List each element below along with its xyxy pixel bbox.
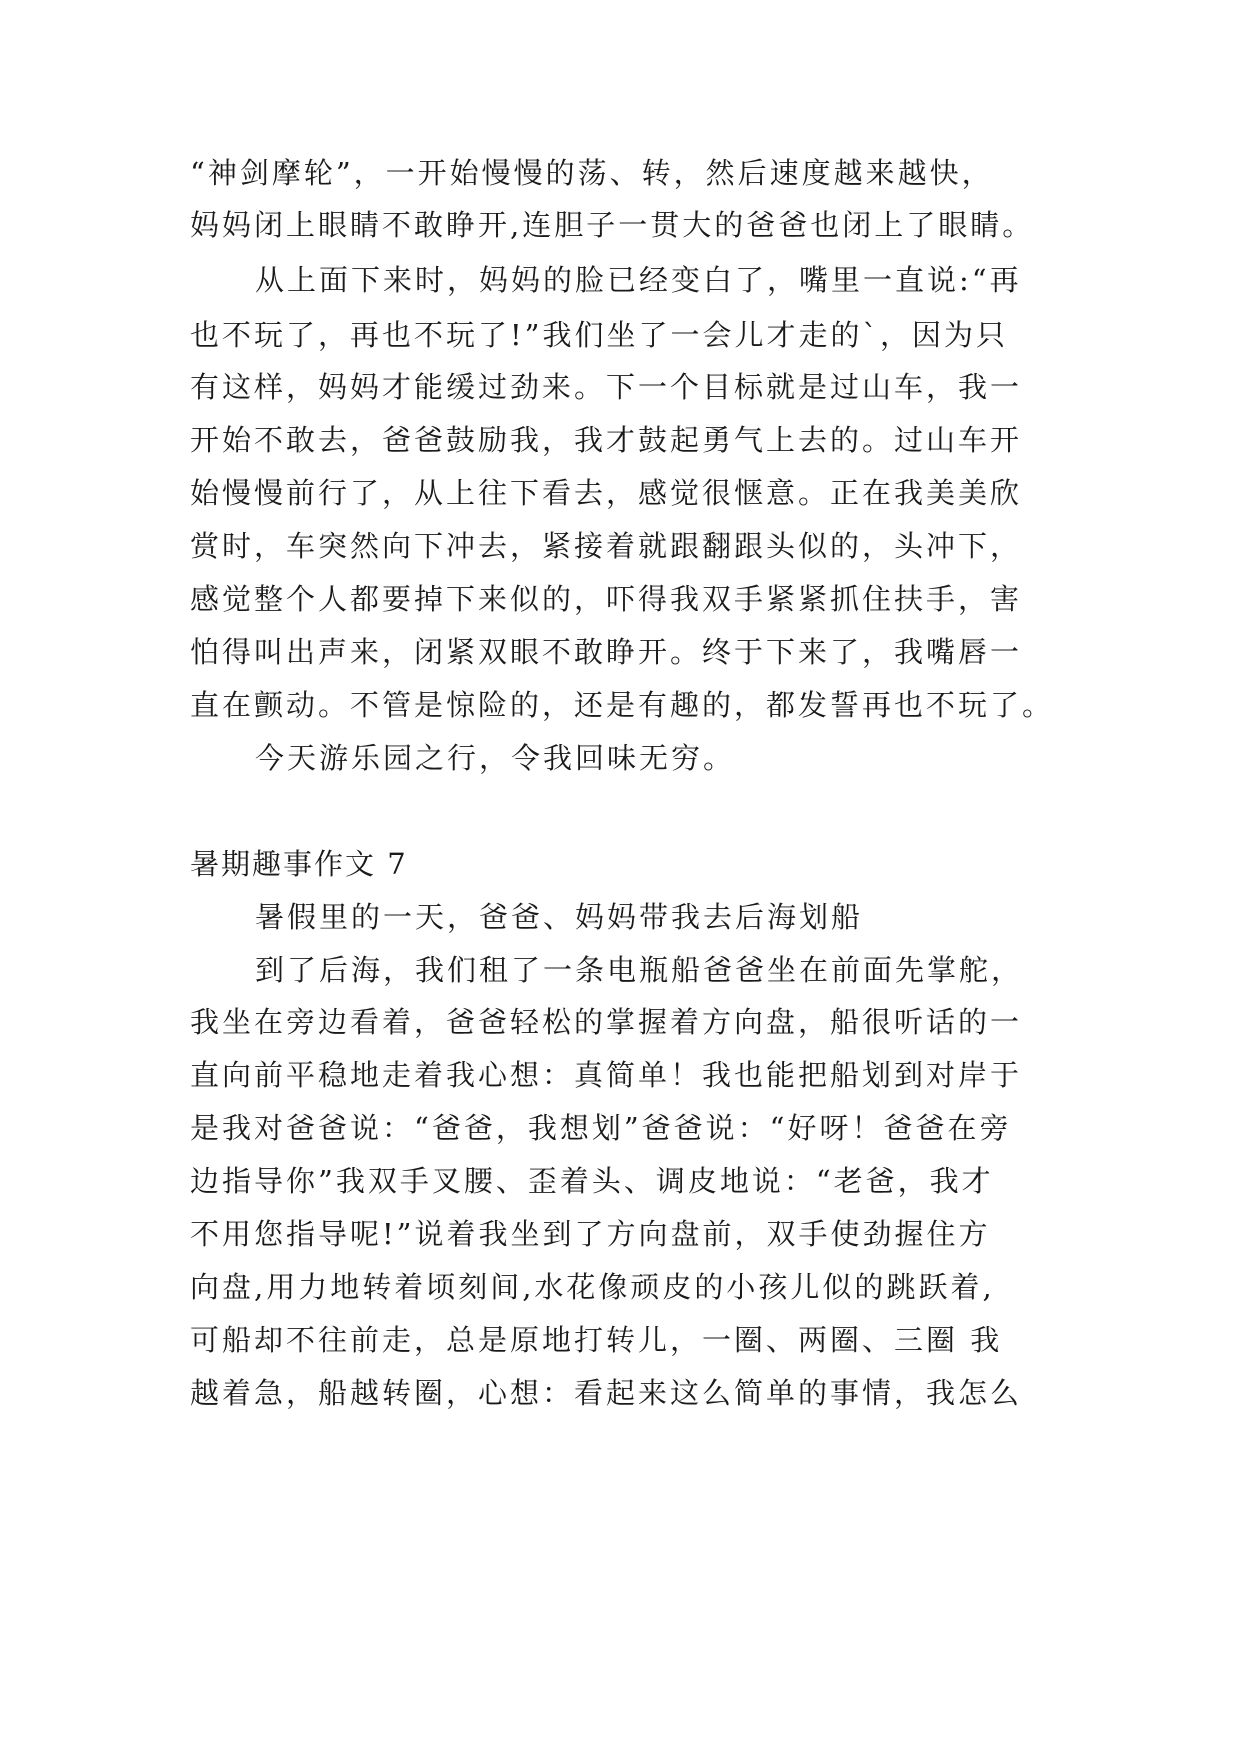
paragraph-line: 越着急，船越转圈，心想：看起来这么简单的事情，我怎么 [190, 1376, 1023, 1410]
paragraph-line: 开始不敢去，爸爸鼓励我，我才鼓起勇气上去的。过山车开 [190, 423, 1023, 457]
paragraph-line: 始慢慢前行了，从上往下看去，感觉很惬意。正在我美美欣 [190, 476, 1023, 510]
section-heading: 暑期趣事作文 7 [190, 847, 408, 881]
paragraph-line: 直向前平稳地走着我心想：真简单！我也能把船划到对岸于 [190, 1058, 1023, 1092]
paragraph-line: 赏时，车突然向下冲去，紧接着就跟翻跟头似的，头冲下， [190, 529, 1023, 563]
paragraph-line: “神剑摩轮”，一开始慢慢的荡、转，然后速度越来越快， [190, 156, 994, 190]
paragraph-line: 到了后海，我们租了一条电瓶船爸爸坐在前面先掌舵， [255, 953, 1024, 987]
paragraph-line: 今天游乐园之行，令我回味无穷。 [255, 741, 736, 775]
paragraph-line: 不用您指导呢!”说着我坐到了方向盘前，双手使劲握住方 [190, 1217, 991, 1251]
paragraph-line: 是我对爸爸说：“爸爸，我想划”爸爸说：“好呀！爸爸在旁 [190, 1111, 1012, 1145]
paragraph-line: 直在颤动。不管是惊险的，还是有趣的，都发誓再也不玩了。 [190, 688, 1055, 722]
paragraph-line: 也不玩了，再也不玩了!”我们坐了一会儿才走的`，因为只 [190, 318, 1008, 352]
paragraph-line: 可船却不往前走，总是原地打转儿，一圈、两圈、三圈 我 [190, 1323, 1003, 1357]
paragraph-line: 我坐在旁边看着，爸爸轻松的掌握着方向盘，船很听话的一 [190, 1005, 1023, 1039]
paragraph-line: 从上面下来时，妈妈的脸已经变白了，嘴里一直说:“再 [255, 263, 1022, 297]
paragraph-line: 怕得叫出声来，闭紧双眼不敢睁开。终于下来了，我嘴唇一 [190, 635, 1023, 669]
paragraph-line: 有这样，妈妈才能缓过劲来。下一个目标就是过山车，我一 [190, 370, 1023, 404]
paragraph-line: 妈妈闭上眼睛不敢睁开,连胆子一贯大的爸爸也闭上了眼睛。 [190, 208, 1035, 242]
paragraph-line: 边指导你”我双手叉腰、歪着头、调皮地说：“老爸，我才 [190, 1164, 994, 1198]
paragraph-line: 向盘,用力地转着顷刻间,水花像顽皮的小孩儿似的跳跃着, [190, 1270, 995, 1304]
paragraph-line: 感觉整个人都要掉下来似的，吓得我双手紧紧抓住扶手，害 [190, 582, 1023, 616]
paragraph-line: 暑假里的一天，爸爸、妈妈带我去后海划船 [255, 900, 864, 934]
